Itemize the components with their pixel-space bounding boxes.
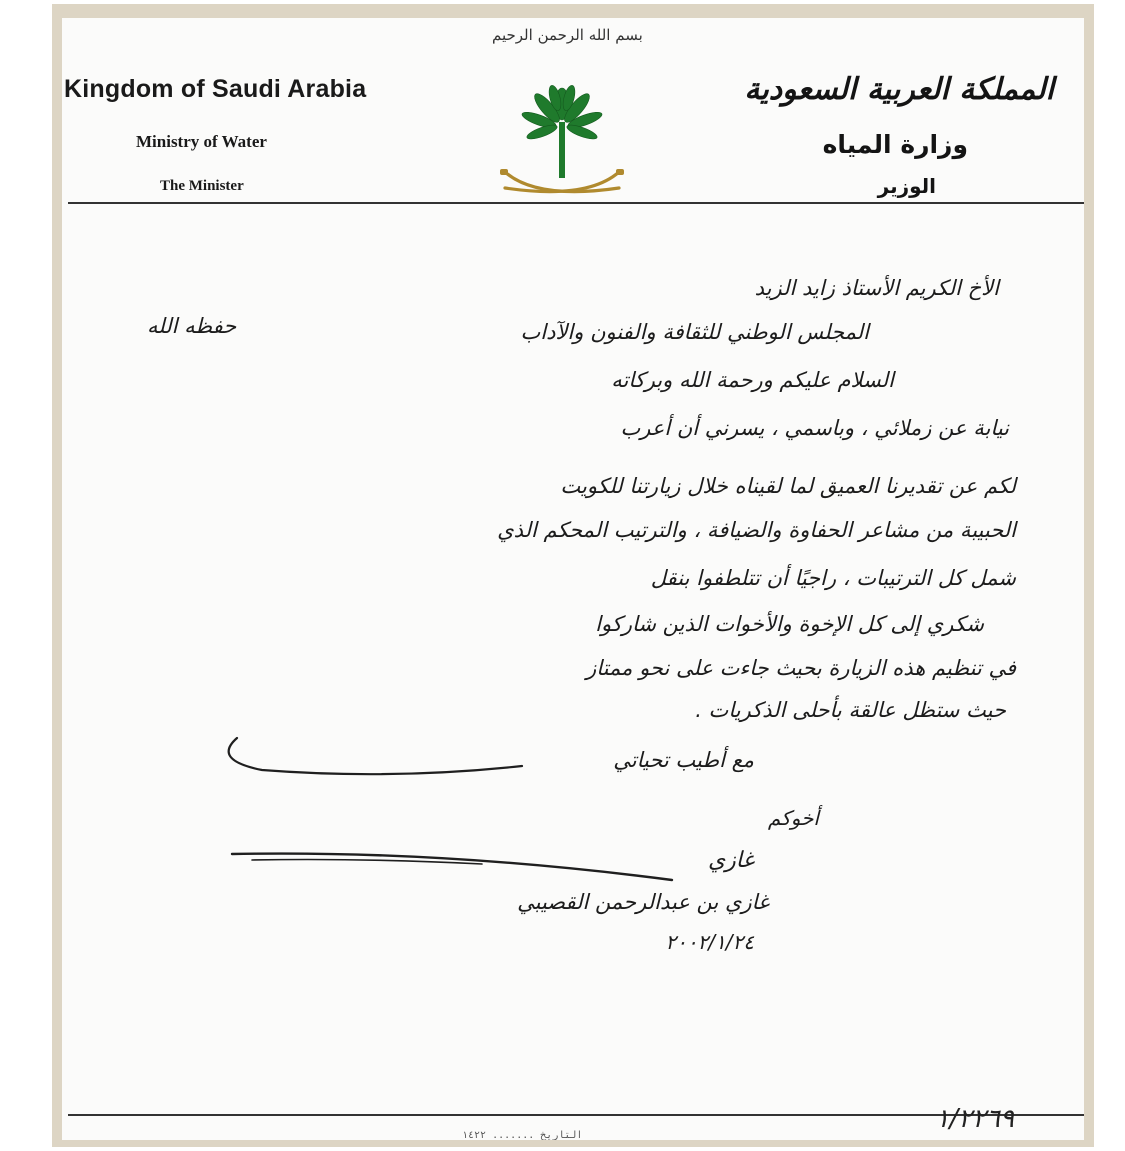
letterhead-minister-ar: الوزير [877,174,936,198]
footer-divider [68,1114,1084,1116]
letter-body-line: لكم عن تقديرنا العميق لما لقيناه خلال زيارتنا للكويت [560,474,1016,498]
letter-salutation: السلام عليكم ورحمة الله وبركاته [611,368,894,392]
footer-reference-number: ١/٢٢٦٩ [935,1104,1014,1134]
letter-closing: أخوكم [767,806,819,830]
letter-body-line: شكري إلى كل الإخوة والأخوات الذين شاركوا [595,612,984,636]
letter-body-line: حيث ستظل عالقة بأحلى الذكريات . [695,698,1006,722]
letter-body-line: في تنظيم هذه الزيارة بحيث جاءت على نحو ممتاز [586,656,1016,680]
letterhead-ministry-en: Ministry of Water [136,132,267,151]
letter-body-line: شمل كل الترتيبات ، راجيًا أن تتلطفوا بنقل [650,566,1016,590]
letter-date: ٢٠٠٢/١/٢٤ [665,930,754,954]
letter-body-line: الحبيبة من مشاعر الحفاوة والضيافة ، والترتيب المحكم الذي [497,518,1016,542]
letter-recipient-honorific: حفظه الله [147,314,237,338]
letter-signoff: مع أطيب تحياتي [613,748,754,772]
letter-body-line: نيابة عن زملائي ، وباسمي ، يسرني أن أعرب [620,416,1009,440]
footer-date-field: التاريخ ....... ١٤٢٢ [462,1130,583,1140]
letterhead-minister-en: The Minister [160,178,244,194]
signature-mark: غازي [707,848,754,873]
letter-recipient-org: المجلس الوطني للثقافة والفنون والآداب [520,320,869,344]
letterhead-kingdom-en: Kingdom of Saudi Arabia [64,75,367,103]
signature-flourish-strokes [62,18,1084,1140]
letter-greeting: الأخ الكريم الأستاذ زايد الزيد [754,276,999,300]
signature-name: غازي بن عبدالرحمن القصيبي [517,890,769,914]
letter-sheet [62,18,1084,1140]
letterhead-ministry-ar: وزارة المياه [822,130,968,159]
basmala: بسم الله الرحمن الرحيم [492,26,643,44]
letterhead-kingdom-ar: المملكة العربية السعودية [744,72,1054,107]
